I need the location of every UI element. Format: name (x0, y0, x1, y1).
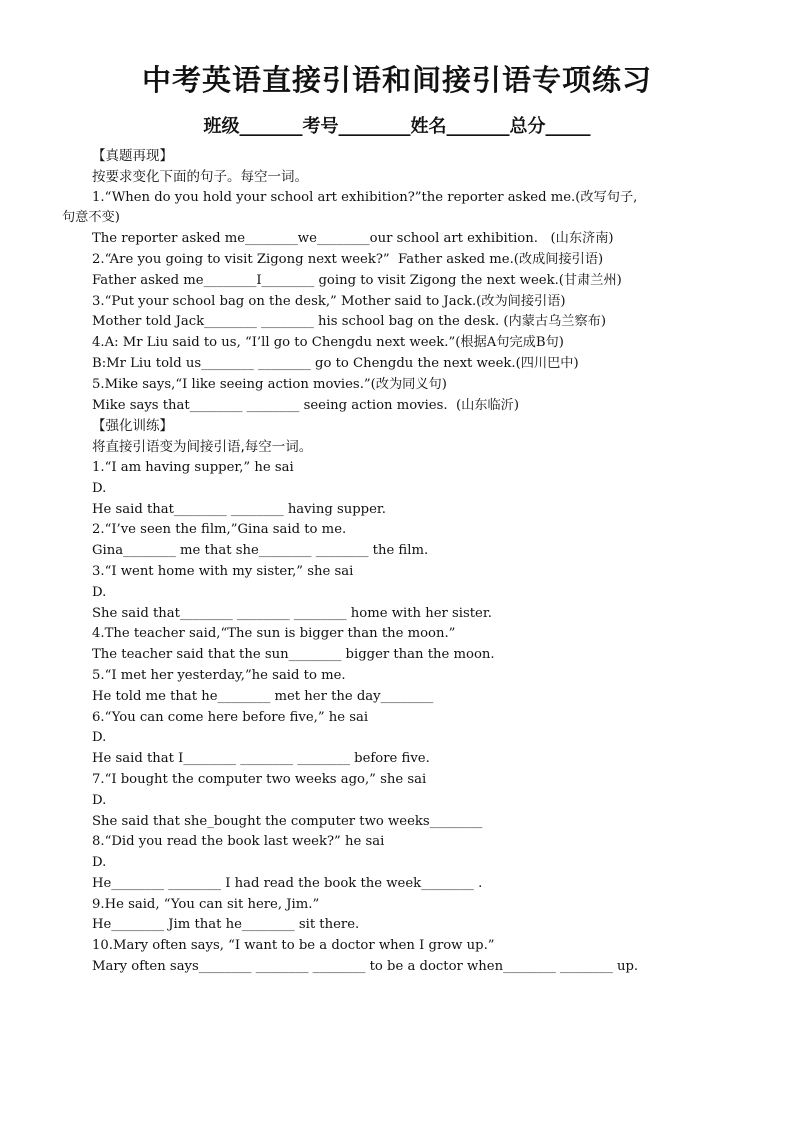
exercise-line: Mary often says________ ________ ________ to be a doctor when________ ________ up. (92, 959, 639, 975)
exercise-line: D. (92, 584, 107, 600)
exercise-line: 2.“Are you going to visit Zigong next week?” Father asked me.(改成间接引语) (92, 251, 604, 267)
exercise-line: 9.He said, “You can sit here, Jim.” (92, 896, 320, 912)
section-instruction: 将直接引语变为间接引语,每空一词。 (92, 439, 313, 456)
exercise-line: She said that she_bought the computer two weeks________ (92, 813, 483, 829)
student-info-line: 班级_______考号________姓名_______总分_____ (203, 116, 591, 137)
exercise-line: D. (92, 730, 107, 746)
page-title: 中考英语直接引语和间接引语专项练习 (141, 63, 652, 97)
exercise-line: 1.“I am having supper,” he sai (92, 459, 294, 475)
exercise-line: 4.The teacher said,“The sun is bigger than the moon.” (92, 626, 456, 642)
exercise-line: D. (92, 480, 107, 496)
exercise-line: D. (92, 792, 107, 808)
exercise-line: 5.“I met her yesterday,”he said to me. (92, 667, 346, 683)
exercise-line: 句意不变) (62, 210, 120, 226)
exercise-line: 3.“I went home with my sister,” she sai (92, 563, 354, 579)
exercise-line: Mother told Jack________ ________ his school bag on the desk. (内蒙古乌兰察布) (92, 314, 606, 330)
section-heading-real-exam: 【真题再现】 (92, 148, 173, 164)
exercise-line: 3.“Put your school bag on the desk,” Mother said to Jack.(改为间接引语) (92, 293, 566, 309)
exercise-line: 10.Mary often says, “I want to be a doctor when I grow up.” (92, 938, 495, 954)
exercise-line: Father asked me________I________ going to visit Zigong the next week.(甘肃兰州) (92, 272, 622, 288)
exercise-line: The reporter asked me________we________our school art exhibition. (山东济南) (92, 231, 614, 247)
exercise-line: He said that________ ________ having supper. (92, 501, 386, 517)
worksheet-content (62, 146, 752, 978)
exercise-line: 1.“When do you hold your school art exhibition?”the reporter asked me.(改写句子, (92, 189, 638, 205)
exercise-line: 4.A: Mr Liu said to us, “I’ll go to Chengdu next week.”(根据A句完成B句) (92, 335, 564, 351)
exercise-line: 7.“I bought the computer two weeks ago,” she sai (92, 771, 427, 787)
exercise-line: 6.“You can come here before five,” he sai (92, 709, 369, 725)
exercise-line: The teacher said that the sun________ bigger than the moon. (92, 647, 495, 663)
exercise-line: He________ Jim that he________ sit there. (92, 917, 360, 933)
exercise-line: 8.“Did you read the book last week?” he sai (92, 834, 385, 850)
exercise-line: D. (92, 855, 107, 871)
exercise-line: He told me that he________ met her the day________ (92, 688, 434, 704)
exercise-line: He________ ________ I had read the book the week________ . (92, 875, 483, 891)
exercise-line: B:Mr Liu told us________ ________ go to Chengdu the next week.(四川巴中) (92, 355, 579, 371)
exercise-line: 2.“I’ve seen the film,”Gina said to me. (92, 522, 347, 538)
exercise-line: Gina________ me that she________ ________ the film. (92, 543, 429, 559)
section-heading-practice: 【强化训练】 (92, 418, 173, 435)
exercise-line: She said that________ ________ ________ home with her sister. (92, 605, 492, 621)
exercise-line: 5.Mike says,“I like seeing action movies.”(改为同义句) (92, 376, 447, 392)
section-instruction: 按要求变化下面的句子。每空一词。 (92, 168, 308, 185)
exercise-line: Mike says that________ ________ seeing action movies. (山东临沂) (92, 397, 519, 413)
exercise-line: He said that I________ ________ ________ before five. (92, 751, 430, 767)
